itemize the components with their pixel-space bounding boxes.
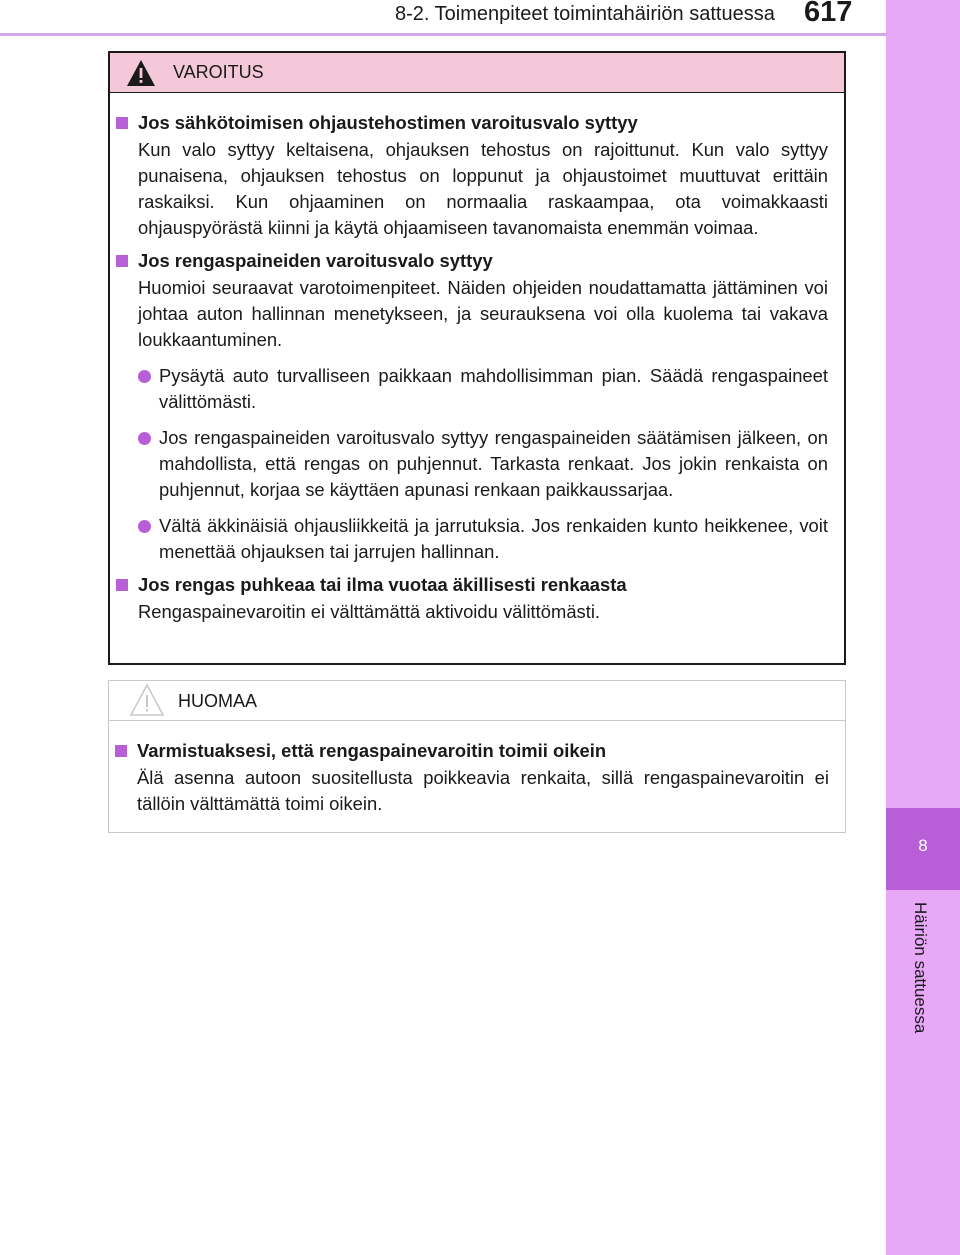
warning-box xyxy=(108,51,846,665)
section-text: Huomioi seuraavat varotoimenpiteet. Näiden ohjeiden noudattamatta jättäminen voi johtaa auton hallinnan menetykseen, ja seurauksena voi olla kuolema tai vakava loukkaantuminen. xyxy=(138,277,828,350)
square-bullet-icon xyxy=(115,745,127,757)
notice-box xyxy=(108,680,846,833)
list-item: Jos rengaspaineiden varoitusvalo syttyy rengaspaineiden säätämisen jälkeen, on mahdollista, että rengas on puhjennut. Tarkasta renkaat. Jos jokin renkaista on puhjennut, korjaa se käyttäen apunasi renkaan paikkaussarjaa. xyxy=(138,425,828,503)
header-divider xyxy=(0,33,886,36)
notice-heading: Varmistuaksesi, että rengaspainevaroitin toimii oikein xyxy=(137,740,607,761)
section-heading: Jos sähkötoimisen ohjaustehostimen varoitusvalo syttyy xyxy=(138,112,638,133)
warning-section-power-steering xyxy=(114,109,828,241)
warning-header xyxy=(110,53,844,93)
notice-body xyxy=(109,721,845,817)
warning-triangle-icon xyxy=(126,59,156,87)
section-heading: Jos rengaspaineiden varoitusvalo syttyy xyxy=(138,250,493,271)
round-bullet-icon xyxy=(138,520,151,533)
square-bullet-icon xyxy=(116,579,128,591)
page-header xyxy=(0,0,886,36)
warning-body xyxy=(110,93,844,625)
list-item: Pysäytä auto turvalliseen paikkaan mahdollisimman pian. Säädä rengaspaineet välittömästi. xyxy=(138,363,828,415)
warning-section-tire-pressure xyxy=(114,247,828,565)
section-text: Kun valo syttyy keltaisena, ohjauksen tehostus on rajoittunut. Kun valo syttyy punaisena, ohjauksen tehostus on loppunut ja ohjaustoimet muuttuvat erittäin raskaiksi. Kun ohjaaminen on normaalia raskaampaa, ota voimakkaasti ohjauspyörästä kiinni ja käytä ohjaamiseen tavanomaista enemmän voimaa. xyxy=(138,139,828,238)
round-bullet-icon xyxy=(138,370,151,383)
page-number: 617 xyxy=(804,0,853,28)
warning-section-puncture xyxy=(114,571,828,625)
caution-triangle-icon xyxy=(129,683,165,717)
list-item: Vältä äkkinäisiä ohjausliikkeitä ja jarrutuksia. Jos renkaiden kunto heikkenee, voit menettää ohjauksen tai jarrujen hallinnan. xyxy=(138,513,828,565)
notice-header xyxy=(109,681,845,721)
notice-text: Älä asenna autoon suositellusta poikkeavia renkaita, sillä rengaspainevaroitin ei tällöin välttämättä toimi oikein. xyxy=(137,767,829,814)
chapter-side-tab xyxy=(886,0,960,1255)
section-text: Rengaspainevaroitin ei välttämättä aktivoidu välittömästi. xyxy=(138,601,601,622)
square-bullet-icon xyxy=(116,255,128,267)
chapter-number: 8 xyxy=(918,836,928,855)
warning-label: VAROITUS xyxy=(173,62,264,82)
notice-label: HUOMAA xyxy=(178,691,258,711)
section-title: 8-2. Toimenpiteet toimintahäiriön sattuessa xyxy=(395,3,775,25)
round-bullet-icon xyxy=(138,432,151,445)
section-heading: Jos rengas puhkeaa tai ilma vuotaa äkillisesti renkaasta xyxy=(138,574,627,595)
chapter-label: Häiriön sattuessa xyxy=(911,902,930,1034)
square-bullet-icon xyxy=(116,117,128,129)
